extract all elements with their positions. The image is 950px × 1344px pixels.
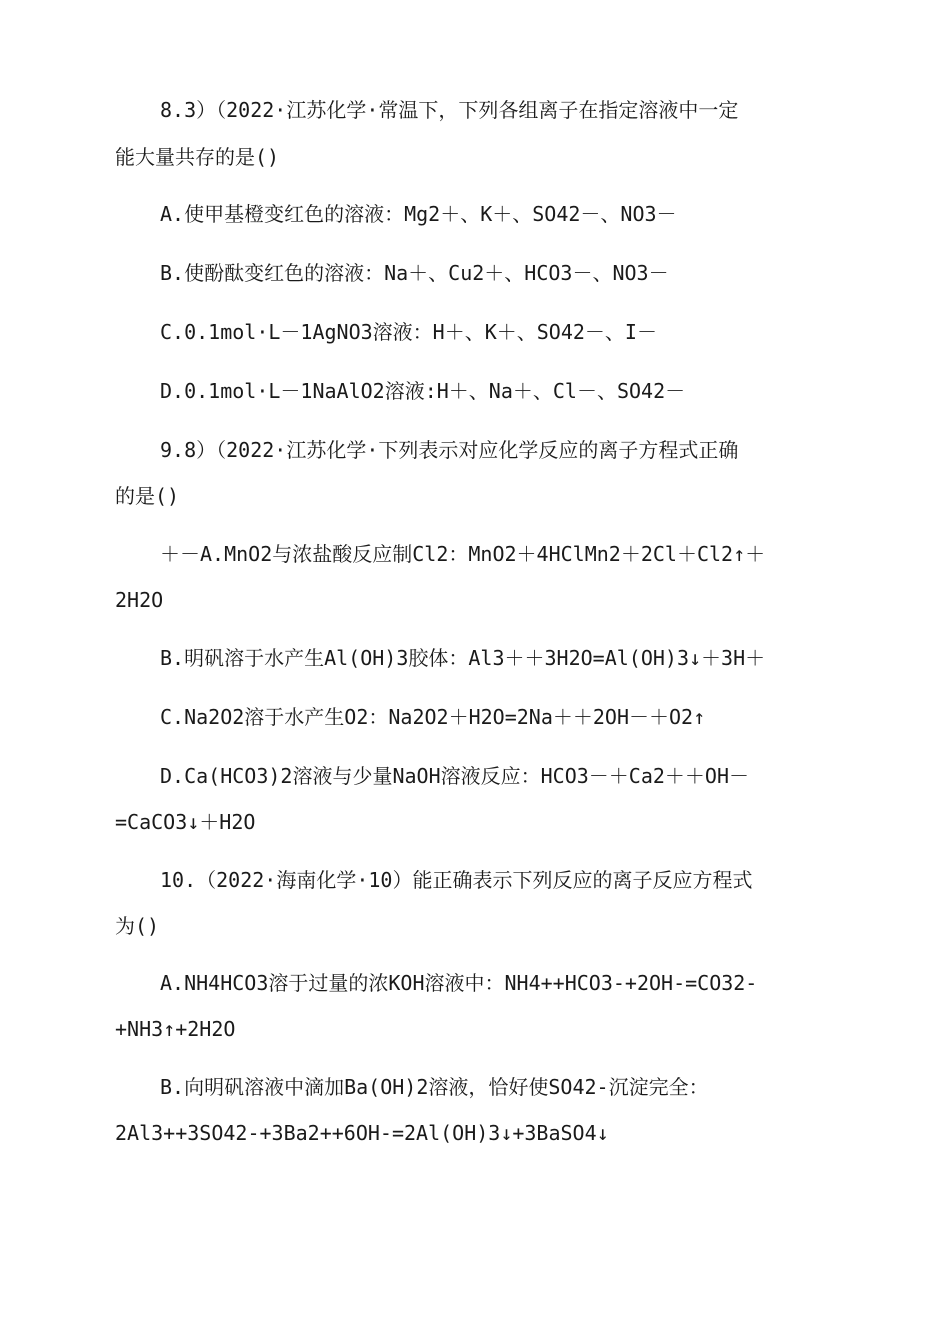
q9-option-c: C.Na2O2溶于水产生O2：Na2O2＋H2O=2Na＋＋2OH－＋O2↑ (160, 705, 706, 729)
q8-option-b: B.使酚酞变红色的溶液：Na＋、Cu2＋、HCO3－、NO3－ (160, 261, 669, 285)
q10-option-b-line2: 2Al3++3SO42-+3Ba2++6OH-=2Al(OH)3↓+3BaSO4↓ (115, 1121, 609, 1145)
q10-stem-line2: 为() (115, 914, 160, 938)
q9-option-a-line1: ＋－A.MnO2与浓盐酸反应制Cl2：MnO2＋4HClMn2＋2Cl＋Cl2↑＋ (160, 542, 766, 566)
q10-option-a-line1: A.NH4HCO3溶于过量的浓KOH溶液中：NH4++HCO3-+2OH-=CO32- (160, 971, 758, 995)
q10-stem-line1: 10.（2022·海南化学·10）能正确表示下列反应的离子反应方程式 (160, 868, 753, 892)
q9-option-d-line2: =CaCO3↓＋H2O (115, 810, 256, 834)
q10-option-b-line1: B.向明矾溶液中滴加Ba(OH)2溶液，恰好使SO42-沉淀完全： (160, 1075, 709, 1099)
q8-option-c: C.0.1mol·L－1AgNO3溶液：H＋、K＋、SO42－、I－ (160, 320, 657, 344)
q10-option-a-line2: +NH3↑+2H2O (115, 1017, 236, 1041)
q9-option-b: B.明矾溶于水产生Al(OH)3胶体：Al3＋＋3H2O=Al(OH)3↓＋3H＋ (160, 646, 766, 670)
q8-option-d: D.0.1mol·L－1NaAlO2溶液:H＋、Na＋、Cl－、SO42－ (160, 379, 686, 403)
q9-option-a-line2: 2H2O (115, 588, 164, 612)
q8-stem-line1: 8.3）（2022·江苏化学·常温下，下列各组离子在指定溶液中一定 (160, 98, 739, 122)
q9-option-d-line1: D.Ca(HCO3)2溶液与少量NaOH溶液反应：HCO3－＋Ca2＋＋OH－ (160, 764, 749, 788)
q9-stem-line1: 9.8）（2022·江苏化学·下列表示对应化学反应的离子方程式正确 (160, 438, 739, 462)
q8-stem-line2: 能大量共存的是() (115, 145, 280, 169)
q8-option-a: A.使甲基橙变红色的溶液：Mg2＋、K＋、SO42－、NO3－ (160, 202, 677, 226)
q9-stem-line2: 的是() (115, 484, 180, 508)
